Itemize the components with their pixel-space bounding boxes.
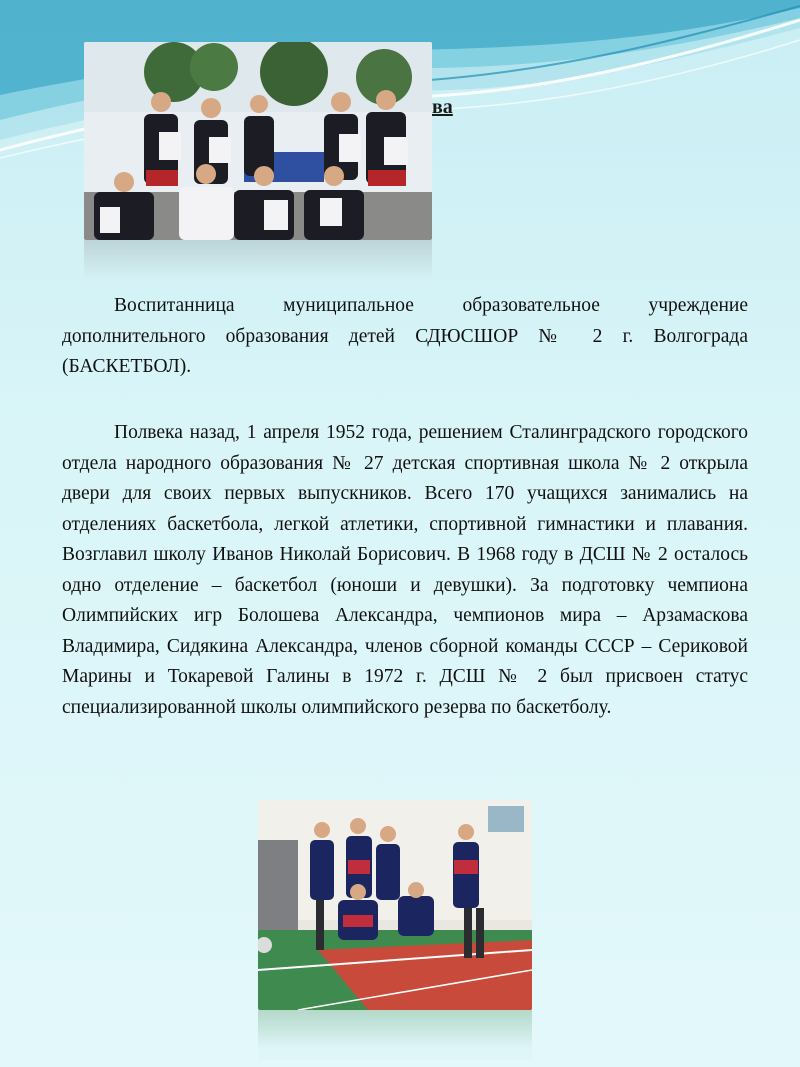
paragraph-history: Полвека назад, 1 апреля 1952 года, решением Сталинградского городского отдела народного образования № 27 детская спортивная школа № 2 открыла двери для своих первых выпускников. Всего 170 учащихся занимались на отделениях баскетбола, легкой атлетики, спортивной гимнастики и плавания. Возглавил школу Иванов Николай Борисович. В 1968 году в ДСШ № 2 осталось одно отделение – баскетбол (юноши и девушки). За подготовку чемпиона Олимпийских игр Болошева Александра, чемпионов мира – Арзамаскова Владимира, Сидякина Александра, членов сборной команды СССР – Сериковой Марины и Токаревой Галины в 1972 г. ДСШ № 2 был присвоен статус специализированной школы олимпийского резерва по баскетболу. xyxy=(62,422,748,718)
basketball-game-photo xyxy=(258,800,532,1010)
game-photo-reflection xyxy=(258,1010,532,1060)
heading-fragment: ва xyxy=(432,96,453,118)
team-photo-reflection xyxy=(84,240,432,290)
paragraph-intro: Воспитанница муниципальное образовательное учреждение дополнительного образования детей СДЮСШОР № 2 г. Волгограда (БАСКЕТБОЛ). xyxy=(62,295,748,377)
team-photo xyxy=(84,42,432,240)
